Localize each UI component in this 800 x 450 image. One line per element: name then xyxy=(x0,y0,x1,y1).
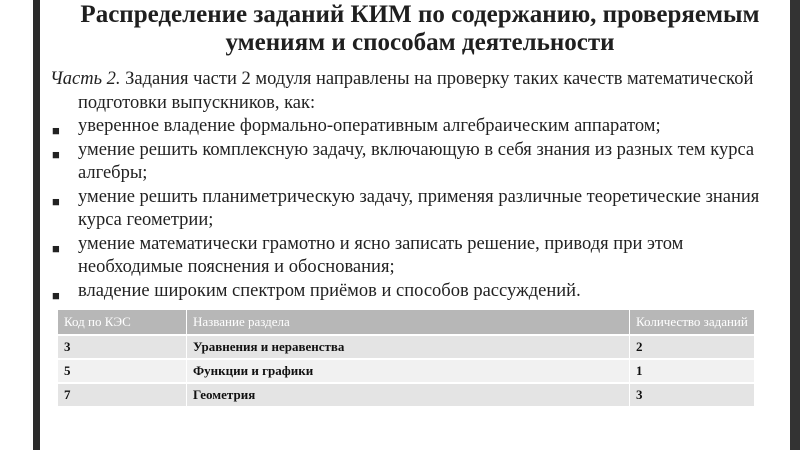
header-kes-code: Код по КЭС xyxy=(58,310,187,335)
cell-section-name: Функции и графики xyxy=(187,359,630,383)
slide-title xyxy=(50,1,790,57)
left-accent-bar xyxy=(33,0,40,450)
list-item-text: умение решить комплексную задачу, включающую в себя знания из разных тем курса алгебры; xyxy=(78,139,755,183)
slide-body xyxy=(50,68,770,303)
cell-kes-code: 7 xyxy=(58,383,187,406)
cell-task-count: 3 xyxy=(630,383,755,406)
table-header-row xyxy=(58,310,755,335)
table-row xyxy=(58,383,755,406)
square-bullet-icon: ■ xyxy=(52,240,60,256)
list-item-text: умение математически грамотно и ясно записать решение, приводя при этом необходимые пояснения и обоснования; xyxy=(78,233,684,277)
header-section-name: Название раздела xyxy=(187,310,630,335)
intro-text: Задания части 2 модуля направлены на проверку таких качеств математической подготовки выпускников, как: xyxy=(78,69,754,113)
slide-title-line-2: умениям и способам деятельности xyxy=(225,29,615,56)
list-item xyxy=(50,233,770,280)
table-row xyxy=(58,359,755,383)
cell-section-name: Уравнения и неравенства xyxy=(187,335,630,359)
cell-kes-code: 5 xyxy=(58,359,187,383)
list-item xyxy=(50,139,770,186)
table-row xyxy=(58,335,755,359)
kes-distribution-table xyxy=(58,310,755,406)
square-bullet-icon: ■ xyxy=(52,193,60,209)
list-item xyxy=(50,186,770,233)
skills-list xyxy=(50,115,770,303)
header-task-count: Количество заданий xyxy=(630,310,755,335)
list-item-text: владение широким спектром приёмов и способов рассуждений. xyxy=(78,280,581,301)
cell-task-count: 1 xyxy=(630,359,755,383)
list-item-text: уверенное владение формально-оперативным алгебраическим аппаратом; xyxy=(78,116,661,136)
cell-task-count: 2 xyxy=(630,335,755,359)
list-item-text: умение решить планиметрическую задачу, применяя различные теоретические знания курса геометрии; xyxy=(78,186,760,230)
list-item xyxy=(50,280,770,304)
slide-title-line-1: Распределение заданий КИМ по содержанию, проверяемым xyxy=(80,1,760,28)
square-bullet-icon: ■ xyxy=(52,287,60,303)
intro-paragraph xyxy=(50,68,770,115)
square-bullet-icon: ■ xyxy=(52,123,60,138)
right-edge-bar xyxy=(790,0,800,450)
intro-label: Часть 2. xyxy=(50,69,121,89)
cell-section-name: Геометрия xyxy=(187,383,630,406)
list-item xyxy=(50,115,770,139)
cell-kes-code: 3 xyxy=(58,335,187,359)
square-bullet-icon: ■ xyxy=(52,146,60,162)
